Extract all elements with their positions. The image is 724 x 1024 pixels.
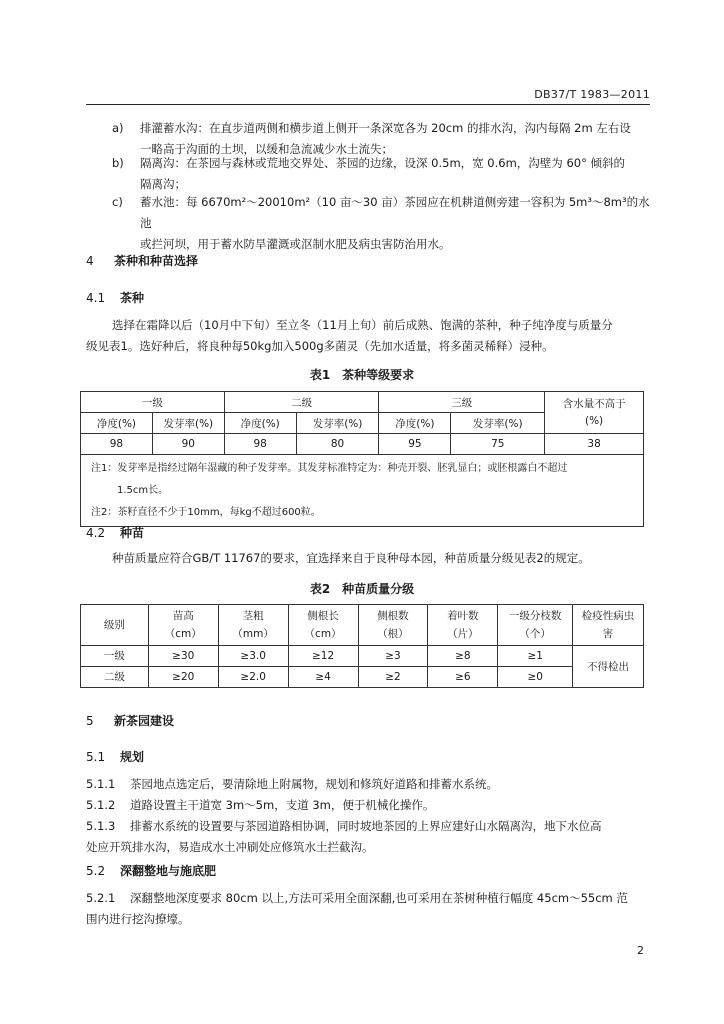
column-header-line: 侧根数: [377, 610, 409, 622]
section-heading-5-1: [86, 748, 144, 765]
table-row: [81, 434, 644, 455]
table-cell: ≥3: [358, 646, 428, 667]
section-title: 规划: [120, 750, 145, 764]
column-header: [498, 605, 573, 646]
list-item-text: 隔离沟：在茶园与森林或荒地交界处、茶园的边缘，设深 0.5m，宽 0.6m，沟壁为 60° 倾斜的: [140, 156, 625, 170]
section-title: 茶种和种苗选择: [114, 254, 199, 268]
table-seedling-grades: [80, 604, 644, 688]
table-cell: ≥4: [288, 667, 358, 688]
list-item-b: [86, 153, 650, 195]
table-cell: ≥2.0: [218, 667, 288, 688]
section-heading-4-1: [86, 289, 144, 306]
table-cell: 一级: [81, 646, 149, 667]
table-cell: ≥6: [428, 667, 498, 688]
section-title: 茶种: [120, 291, 145, 305]
table2-caption: 表2 种苗质量分级: [309, 582, 415, 596]
clause-text: 茶园地点选定后，要清除地上附属物，规划和修筑好道路和排蓄水系统。: [130, 777, 498, 791]
sub-header: 发芽率(%): [451, 413, 545, 434]
column-header: [288, 605, 358, 646]
table-cell: 80: [296, 434, 379, 455]
list-item-text: 排灌蓄水沟：在直步道两侧和横步道上侧开一条深宽各为 20cm 的排水沟，沟内每隔 2m 左右设: [140, 121, 631, 135]
clause-5-2-1: [86, 888, 650, 930]
table-cell: 98: [224, 434, 296, 455]
section-title: 新茶园建设: [114, 714, 175, 728]
table-cell: 38: [545, 434, 644, 455]
table-cell: 75: [451, 434, 545, 455]
column-header-unit: （cm）: [164, 628, 202, 640]
header-rule: [86, 104, 650, 105]
column-header-line: 一级分枝数: [508, 610, 562, 622]
table-cell-quarantine: 不得检出: [573, 646, 644, 688]
clause-number: 5.1.3: [86, 819, 116, 833]
column-header-line: 害: [602, 628, 614, 640]
table-cell: 98: [81, 434, 153, 455]
section-number: 4: [86, 254, 94, 268]
grade-header: 三级: [379, 392, 545, 413]
column-header: [218, 605, 288, 646]
column-header: [358, 605, 428, 646]
list-item-text: 蓄水池：每 6670m²～20010m²（10 亩～30 亩）茶园应在机耕道侧旁建一容积为 5m³～8m³的水池: [140, 195, 650, 230]
column-header: [428, 605, 498, 646]
table-cell: 95: [379, 434, 451, 455]
section-heading-5-2: [86, 862, 216, 879]
column-header-line: 苗高: [172, 610, 194, 622]
section-number: 5.1: [86, 750, 106, 764]
sub-header: 净度(%): [81, 413, 153, 434]
paragraph-4-2: 种苗质量应符合GB/T 11767的要求，宜选择来自于良种母本园，种苗质量分级见表2的规定。: [112, 551, 590, 565]
section-title: 深翻整地与施底肥: [120, 864, 217, 878]
list-marker: a): [112, 121, 124, 135]
column-header-unit: （cm）: [304, 628, 342, 640]
moisture-header-line: 含水量不高于: [562, 397, 626, 410]
table-cell: ≥3.0: [218, 646, 288, 667]
clause-text: 围内进行挖沟撩壕。: [86, 912, 190, 926]
column-header: [573, 605, 644, 646]
sub-header: 发芽率(%): [296, 413, 379, 434]
table-cell: ≥12: [288, 646, 358, 667]
moisture-header: [545, 392, 644, 434]
column-header-line: 检疫性病虫: [581, 610, 635, 622]
table-seed-grades: [80, 391, 644, 527]
grade-header: 一级: [81, 392, 225, 413]
clause-number: 5.1.2: [86, 798, 116, 812]
clause-text: 道路设置主干道宽 3m～5m，支道 3m，便于机械化操作。: [130, 798, 435, 812]
clause-number: 5.1.1: [86, 777, 116, 791]
sub-header: 发芽率(%): [152, 413, 224, 434]
table1-caption: 表1 茶种等级要求: [309, 368, 415, 382]
list-item-text: 或拦河坝，用于蓄水防旱灌溉或沤制水肥及病虫害防治用水。: [140, 237, 451, 251]
table-cell: ≥0: [498, 667, 573, 688]
table-cell: ≥1: [498, 646, 573, 667]
section-number: 4.2: [86, 526, 106, 540]
section-heading-4: [86, 252, 198, 269]
table-cell: ≥2: [358, 667, 428, 688]
note-line: 注2：茶籽直径不少于10mm，每kg不超过600粒。: [91, 507, 321, 518]
column-header-line: 着叶数: [447, 610, 479, 622]
paragraph-4-1: [86, 315, 650, 357]
note-line: 注1：发芽率是指经过隔年湿藏的种子发芽率。其发芽标准特定为：种壳开裂、胚乳显白；或胚根露白不超过: [91, 463, 568, 474]
list-item-c: [86, 192, 650, 251]
note-line: 1.5cm长。: [117, 485, 169, 496]
list-item-text: 隔离沟；: [140, 177, 186, 191]
section-heading-4-2: [86, 524, 144, 541]
moisture-header-line: (%): [584, 414, 604, 427]
table-cell: ≥20: [148, 667, 218, 688]
table-note: [81, 455, 644, 527]
clause-text: 处应开筑排水沟，易造成水土冲刷处应修筑水土拦截沟。: [86, 840, 374, 854]
document-id: DB37/T 1983—2011: [534, 88, 650, 101]
clause-text: 深翻整地深度要求 80cm 以上,方法可采用全面深翻,也可采用在茶树种植行幅度 45cm～55cm 范: [130, 891, 628, 905]
list-marker: b): [112, 156, 124, 170]
sub-header: 净度(%): [379, 413, 451, 434]
section-heading-5: [86, 712, 174, 729]
grade-header: 二级: [224, 392, 379, 413]
table-row: [81, 667, 644, 688]
list-item-text: 一略高于沟面的土坝，以缓和急流减少水土流失；: [140, 142, 393, 156]
column-header-unit: （根）: [377, 628, 409, 640]
column-header-unit: （片）: [447, 628, 479, 640]
section-title: 种苗: [120, 526, 145, 540]
clause-5-1-2: [86, 795, 650, 816]
table-cell: ≥30: [148, 646, 218, 667]
sub-header: 净度(%): [224, 413, 296, 434]
column-header-unit: （个）: [519, 628, 551, 640]
section-number: 5.2: [86, 864, 106, 878]
column-header-unit: （mm）: [232, 628, 274, 640]
column-header: 级别: [81, 605, 149, 646]
column-header-line: 茎粗: [242, 610, 264, 622]
column-header: [148, 605, 218, 646]
table-row: [81, 646, 644, 667]
paragraph-line: 级见表1。选好种后，将良种每50kg加入500g多菌灵（先加水适量，将多菌灵稀释）浸种。: [86, 339, 554, 353]
list-marker: c): [112, 195, 123, 209]
clause-number: 5.2.1: [86, 891, 116, 905]
paragraph-line: 选择在霜降以后（10月中下旬）至立冬（11月上旬）前后成熟、饱满的茶种，种子纯净度与质量分: [112, 318, 613, 332]
table-cell: ≥8: [428, 646, 498, 667]
column-header-line: 侧根长: [307, 610, 339, 622]
clause-5-1-3: [86, 816, 650, 858]
table-cell: 90: [152, 434, 224, 455]
clause-text: 排蓄水系统的设置要与茶园道路相协调，同时坡地茶园的上界应建好山水隔离沟，地下水位高: [130, 819, 602, 833]
table-cell: 二级: [81, 667, 149, 688]
section-number: 4.1: [86, 291, 106, 305]
clause-5-1-1: [86, 774, 650, 795]
page-number: 2: [637, 944, 644, 957]
section-number: 5: [86, 714, 94, 728]
